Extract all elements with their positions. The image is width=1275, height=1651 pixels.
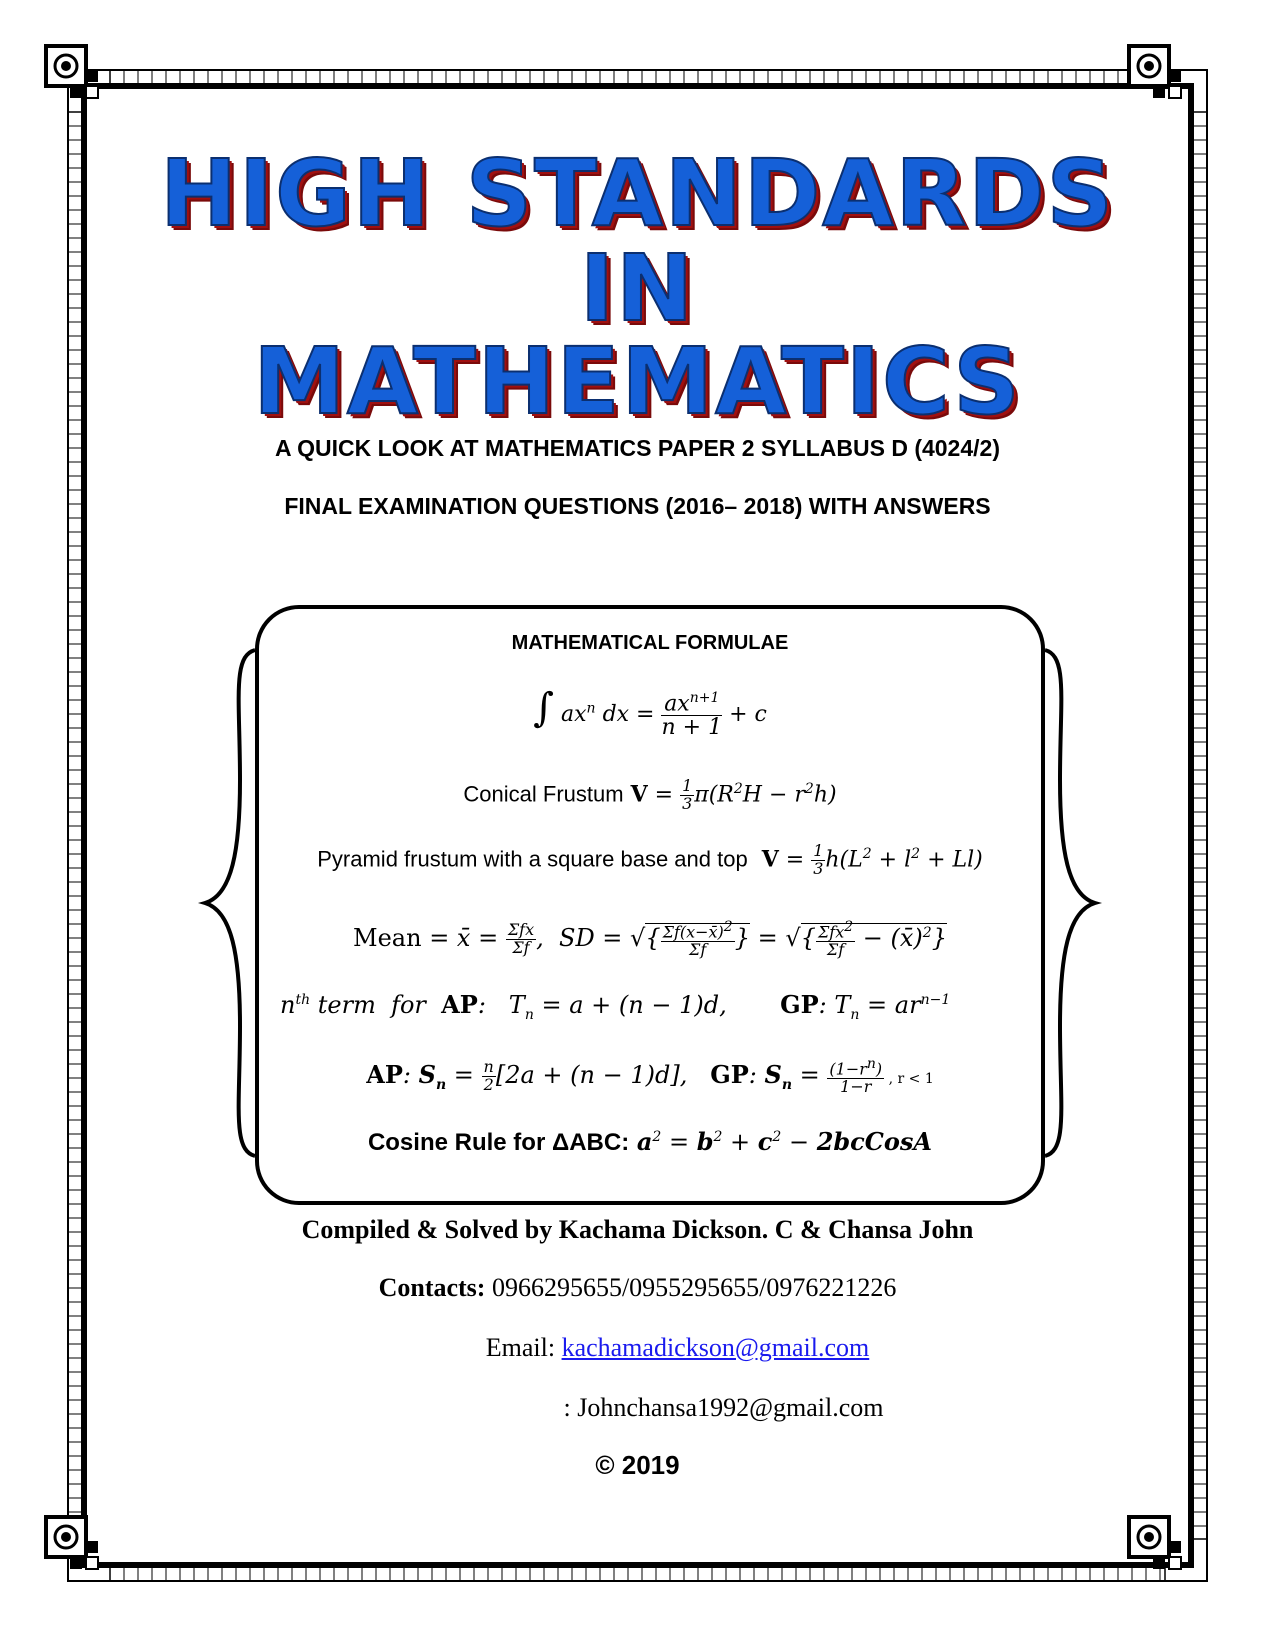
email2-prefix: : <box>563 1393 571 1422</box>
pyramid-frustum-label: Pyramid frustum with a square base and top <box>317 846 748 872</box>
email-link-kachama[interactable]: kachamadickson@gmail.com <box>561 1333 870 1362</box>
nth-term-formula: $n^{th}$ term for AP: $T_n = a + (n - 1)d$, GP: $T_n = ar^{n-1}$ <box>280 990 951 1023</box>
compiled-by: Compiled & Solved by Kachama Dickson. C & Chansa John <box>301 1215 974 1244</box>
contacts-label: Contacts: <box>378 1273 486 1302</box>
contacts-line <box>0 1273 1275 1303</box>
ap-label: AP <box>441 990 478 1019</box>
cosine-rule-label: Cosine Rule for ΔABC: <box>367 1129 630 1156</box>
pyramid-frustum-formula: Pyramid frustum with a square base and top V = $\frac{1}{3}$ $h(L^2 + l^2 + Ll)$ <box>317 841 983 878</box>
email-line-1 <box>40 1333 1275 1363</box>
subtitle-exam-years: FINAL EXAMINATION QUESTIONS (2016– 2018) WITH ANSWERS <box>284 493 991 519</box>
mean-label: Mean <box>353 923 422 952</box>
sum-series-formula: AP: $S_n$ = $\frac{n}{2}$ [2a + (n − 1)d], GP: $S_n$ = $\frac{(1-r^n)}{1-r}$ , r < 1 <box>366 1056 934 1097</box>
conical-frustum-formula: Conical Frustum V = $\frac{1}{3}$ $\pi(R^2H - r^2h)$ <box>463 776 837 813</box>
formulae-heading: MATHEMATICAL FORMULAE <box>511 632 789 654</box>
cosine-rule-formula: Cosine Rule for ΔABC: $a^2 = b^2 + c^2$ − 2bcCosA <box>367 1127 933 1156</box>
email-chansa: Johnchansa1992@gmail.com <box>577 1393 884 1422</box>
email-label: Email: <box>485 1333 556 1362</box>
subtitle-syllabus: A QUICK LOOK AT MATHEMATICS PAPER 2 SYLLABUS D (4024/2) <box>275 435 1000 461</box>
integral-formula: ∫ $ax^n$ dx = $\frac{ax^{n+1}}{n + 1}$ + c <box>533 685 767 741</box>
contacts-value: 0966295655/0955295655/0976221226 <box>491 1273 897 1302</box>
title-line-1: HIGH STANDARDS <box>160 140 1115 247</box>
email-line-2 <box>86 1393 1275 1423</box>
copyright: © 2019 <box>595 1450 680 1480</box>
gp-label: GP <box>780 990 819 1019</box>
conical-frustum-label: Conical Frustum <box>463 781 624 807</box>
title-line-2: IN <box>579 235 696 342</box>
title-line-3: MATHEMATICS <box>253 328 1022 435</box>
mean-sd-formula: Mean = x̄ = $\frac{\text{Σfx}}{\Sigma f}$ , SD = √{ $\frac{\Sigma f(x-x̄)^2}{\Sigma f}$ } = √{ $\frac{\Sigma fx^2}{\Sigma f}$ − (x̄)$^2$} <box>353 919 947 960</box>
